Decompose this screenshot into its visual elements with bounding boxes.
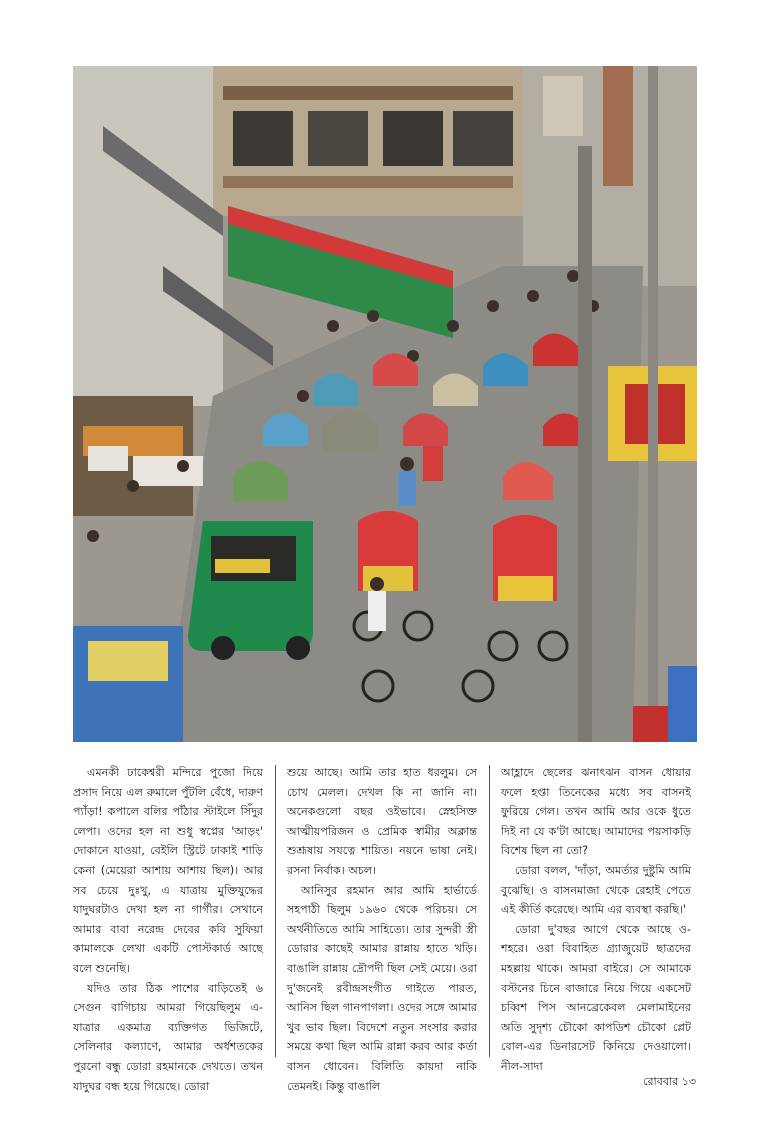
paragraph: যদিও তার ঠিক পাশের বাড়িতেই ৬ সেগুন বাগিচায় আমরা গিয়েছিলুম এ-যাত্রার একমাত্র ব্যক্তিগত ভিজিটে, সেলিনার কল্যাণে, আমার অর্ধশতকের পুরনো বন্ধু ডোরা রহমানকে দেখতে। তখন যাদুঘর বন্ধ হয়ে গিয়েছে। ডোরা [73,981,263,1093]
article-column-1 [73,763,263,1096]
street-photo [73,66,697,742]
paragraph: ডোরা দু'বছর আগে থেকে আছে ও-শহরে। ওরা বিবাহিত গ্র্যাজুয়েট ছাত্রদের মহল্লায় থাকে। আমরা বাইরে। সে আমাকে বস্টনের চিনে বাজারে নিয়ে গিয়ে একসেট চব্বিশ পিস আনব্রেকেবল মেলামাইনের অতি সুদৃশ্য চৌকো কাপডিশ চৌকো প্লেট বোল-এর ডিনারসেট কিনিয়ে দেওয়ালো। নীল-সাদা [501,922,691,1073]
article-column-3 [501,763,691,1077]
paragraph: আনিসুর রহমান আর আমি হার্ভার্ডে সহপাঠী ছিলুম ১৯৬০ থেকে পরিচয়। সে অর্থনীতিতে আমি সাহিত্যে। তার সুন্দরী স্ত্রী ডোরার কাছেই আমার রান্নায় হাতে খড়ি। বাঙালি রান্নায় দ্রৌপদী ছিল সেই মেয়ে। ওরা দু'জনেই রবীন্দ্রসংগীত গাইতে পারত, আনিস ছিল গানপাগলা। ওদের সঙ্গে আমার খুব ভাব ছিল। বিদেশে নতুন সংসার করার সময়ে কথা ছিল আমি রান্না করব আর কর্তা বাসন ধোবেন। বিলিতি কায়দা নাকি তেমনই। কিন্তু বাঙালি [287,883,477,1093]
column-divider [275,765,276,1057]
paragraph: ডোরা বলল, 'দাঁড়া, অমর্ত্যর দুষ্টুমি আমি বুঝেছি। ও বাসনমাজা থেকে রেহাই পেতে এই কীর্তি করেছে। আমি এর ব্যবস্থা করছি।' [501,863,691,917]
column-divider [489,765,490,1057]
paragraph: এমনকী ঢাকেশ্বরী মন্দিরে পুজো দিয়ে প্রসাদ নিয়ে এল রুমালে পুঁটলি বেঁধে, দারুণ প্যাঁড়া! কপালে বলির পাঁঠার স্টাইলে সিঁদুর লেপা। ওদের হল না শুধু স্বপ্নের 'আড়ং' দোকানে যাওয়া, বেইলি স্ট্রিটে ঢাকাই শাড়ি কেনা (মেয়েরা আশায় আশায় ছিল)। আর সব চেয়ে দুঃখু, এ যাত্রায় মুক্তিযুদ্ধের যাদুঘরটাও দেখা হল না গার্গীর। সেখানে আমার বাবা নরেন্দ্র দেবের কবি সুফিয়া কামালকে লেখা একটি পোস্টকার্ড আছে বলে শুনেছি। [73,766,263,975]
paragraph: আহ্লাদে ছেলের ঝনাৎঝন বাসন ধোয়ার ফলে হপ্তা তিনেকের মধ্যে সব বাসনই ফুরিয়ে গেল। তখন আমি আর ওকে ধুতে দিই না যে ক'টা আছে। আমাদের পয়সাকড়ি বিশেষ ছিল না তো? [501,766,691,858]
article-column-2 [287,763,477,1096]
paragraph: শুয়ে আছে। আমি তার হাত ধরলুম। সে চোখ মেলল। দেখল কি না জানি না। অনেকগুলো বছর ওইভাবে। স্নেহসিক্ত আত্মীয়পরিজন ও প্রেমিক স্বামীর অক্লান্ত শুশ্রূষায় সযত্নে শায়িত। নয়নে ভাষা নেই। রসনা নির্বাক। অচল। [287,766,477,877]
page-footer: রোববার ১৩ [643,1075,696,1088]
rickshaw-street-scene [73,66,697,742]
